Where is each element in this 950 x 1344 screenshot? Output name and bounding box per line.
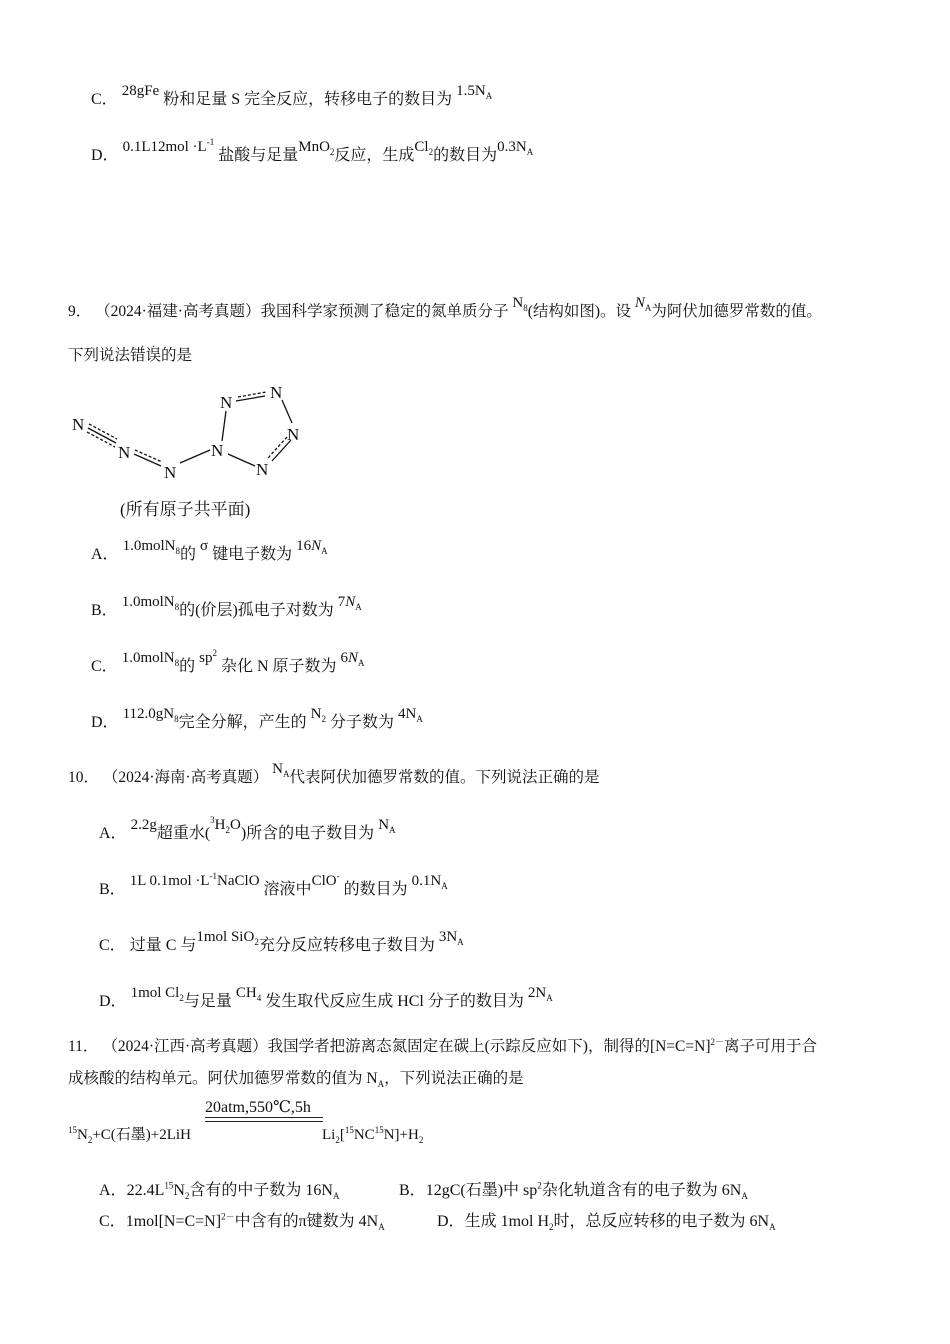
question-number: 10． <box>68 769 100 786</box>
atom-n6: N <box>270 383 283 402</box>
option-text: 溶液中 <box>263 881 312 898</box>
q9-option-a[interactable] <box>91 538 328 565</box>
q9-option-b[interactable] <box>91 594 362 621</box>
reaction-arrow-line <box>205 1117 323 1118</box>
q10-option-a[interactable] <box>99 815 396 844</box>
q9-option-c[interactable] <box>91 648 365 677</box>
reaction-arrow-line <box>205 1121 323 1122</box>
q11-option-d[interactable]: D．生成 1mol $H_2$时，总反应转移的电子数为 $6N_A$ <box>437 1213 776 1233</box>
formula: $N_2$ <box>310 706 326 724</box>
formula: MnO$_2$ <box>298 139 335 157</box>
option-label: A． <box>99 1182 127 1199</box>
answer-value: $16N_A$ <box>296 538 328 556</box>
option-label: C． <box>99 1213 126 1230</box>
atom-n2: N <box>118 443 131 462</box>
q10-stem <box>68 761 600 788</box>
formula: ClO- <box>311 871 340 889</box>
answer-value: $1.5N_A$ <box>456 83 493 101</box>
atom-n1: N <box>72 415 85 434</box>
q11-option-a[interactable]: A．$22.4L^{15}N_2$含有的中子数为 $16N_A$ <box>99 1180 340 1202</box>
q11-option-b[interactable]: B．12gC(石墨)中 $sp^2$杂化轨道含有的电子数为 $6N_A$ <box>399 1180 748 1202</box>
n8-structure-diagram <box>60 378 320 488</box>
option-text: 的 <box>179 658 196 675</box>
q11-stem <box>68 1037 817 1057</box>
option-label: A． <box>99 825 127 842</box>
option-text: 分子数为 <box>329 714 394 731</box>
question-number: 9． <box>68 303 92 320</box>
option-label: D． <box>91 147 119 164</box>
formula: 1.0molN$_8$ <box>122 538 180 556</box>
option-label: B． <box>99 881 126 898</box>
option-label: C． <box>91 91 118 108</box>
formula: $N_8$ <box>512 295 528 313</box>
answer-value: $6N_A$ <box>340 650 365 668</box>
stem-text: 离子可用于合 <box>724 1038 818 1055</box>
answer-value: $3N_A$ <box>438 929 464 947</box>
atom-n3: N <box>164 463 177 482</box>
formula: 1.0molN$_8$ <box>121 650 180 668</box>
q10-option-d[interactable] <box>99 985 553 1012</box>
answer-value: $4N_A$ <box>397 706 423 724</box>
formula: 1.0molN$_8$ <box>121 594 180 612</box>
formula: $CH_4$ <box>235 985 262 1003</box>
q11-stem-line2: 成核酸的结构单元。阿伏加德罗常数的值为 $N_A$，下列说法正确的是 <box>68 1070 524 1090</box>
charge: 2－ <box>710 1036 725 1047</box>
option-label: C． <box>91 658 118 675</box>
option-text: 与足量 <box>183 993 232 1010</box>
option-label: B． <box>399 1182 426 1199</box>
q10-option-b[interactable] <box>99 871 448 900</box>
stem-text: 我国学者把游离态氮固定在碳上(示踪反应如下)，制得的[N=C=N] <box>267 1038 711 1055</box>
answer-value: $0.3N_A$ <box>497 139 534 157</box>
q11-option-c[interactable]: C．1mol[N=C=N]$^{2-}$中含有的π键数为 $4N_A$ <box>99 1211 385 1233</box>
option-text: 过量 C 与 <box>129 937 197 954</box>
formula: 1mol SiO$_2$ <box>196 929 259 947</box>
formula: $112.0gN_8$ <box>122 706 179 724</box>
q9-stem <box>68 295 822 322</box>
question-number: 11． <box>68 1038 99 1055</box>
option-text: 发生取代反应生成 HCl 分子的数目为 <box>265 993 524 1010</box>
option-label: B． <box>91 602 118 619</box>
formula: 1L $0.1mol \cdot L^{-1}NaClO$ <box>129 871 260 889</box>
option-text: 反应，生成 <box>334 147 415 164</box>
question-source: （2024·海南·高考真题） <box>102 769 269 786</box>
formula: 28gFe <box>121 83 160 99</box>
sigma-symbol: σ <box>200 538 209 554</box>
question-source: （2024·福建·高考真题） <box>95 303 261 320</box>
formula: $0.1L12mol \cdot L^{-1}$ <box>122 137 215 155</box>
option-text: )所含的电子数目为 <box>240 825 375 842</box>
atom-n7: N <box>287 425 300 444</box>
option-label: D． <box>437 1213 465 1230</box>
formula: $N_A$ <box>634 295 652 313</box>
reaction-equation-lhs: $^{15}N_2+C$(石墨)+2LiH <box>68 1125 191 1145</box>
reaction-condition: 20atm,550℃,5h <box>205 1099 311 1116</box>
atom-n5: N <box>220 393 233 412</box>
option-text: 超重水( <box>156 825 211 842</box>
stem-text: (结构如图)。设 <box>527 303 632 320</box>
formula: $Cl_2$ <box>414 139 434 157</box>
atom-n4: N <box>211 441 224 460</box>
option-text: 盐酸与足量 <box>218 147 299 164</box>
stem-text: 代表阿伏加德罗常数的值。下列说法正确的是 <box>289 769 600 786</box>
q9-option-d[interactable] <box>91 706 423 733</box>
option-label: C． <box>99 937 126 954</box>
question-source: （2024·江西·高考真题） <box>102 1038 268 1055</box>
stem-text: 我国科学家预测了稳定的氮单质分子 <box>260 303 509 320</box>
formula: $N_A$ <box>272 761 290 779</box>
option-label: A． <box>91 546 119 563</box>
q8-option-d[interactable] <box>91 137 534 166</box>
option-text: 的(价层)孤电子对数为 <box>179 602 334 619</box>
formula: 2.2g <box>130 817 157 833</box>
q9-stem-line2: 下列说法错误的是 <box>68 347 193 364</box>
option-text: 粉和足量 S 完全反应，转移电子的数目为 <box>163 91 453 108</box>
answer-value: $0.1N_A$ <box>411 873 448 891</box>
option-text: 键电子数为 <box>212 546 293 563</box>
option-text: 的 <box>179 546 196 563</box>
formula: $^3H_2O$ <box>210 815 241 835</box>
option-text: 充分反应转移电子数目为 <box>258 937 435 954</box>
answer-value: $7N_A$ <box>337 594 362 612</box>
formula: $sp^2$ <box>199 648 217 666</box>
answer-value: $2N_A$ <box>527 985 553 1003</box>
emphasis-dots: .. <box>141 336 163 350</box>
option-text: 的数目为 <box>433 147 498 164</box>
option-text: 完全分解，产生的 <box>178 714 307 731</box>
option-text: 的数目为 <box>343 881 408 898</box>
stem-text: 为阿伏加德罗常数的值。 <box>651 303 822 320</box>
option-text: 杂化 N 原子数为 <box>220 658 337 675</box>
q8-option-c[interactable] <box>91 83 493 110</box>
reaction-equation-rhs: $Li_2[^{15}NC^{15}N]+H_2$ <box>322 1125 424 1145</box>
option-label: D． <box>91 714 119 731</box>
atom-n8: N <box>256 460 269 479</box>
option-label: D． <box>99 993 127 1010</box>
formula: 1mol $Cl_2$ <box>130 985 184 1003</box>
q10-option-c[interactable] <box>99 929 464 956</box>
structure-caption: (所有原子共平面) <box>120 500 251 519</box>
answer-value: $N_A$ <box>378 817 396 835</box>
